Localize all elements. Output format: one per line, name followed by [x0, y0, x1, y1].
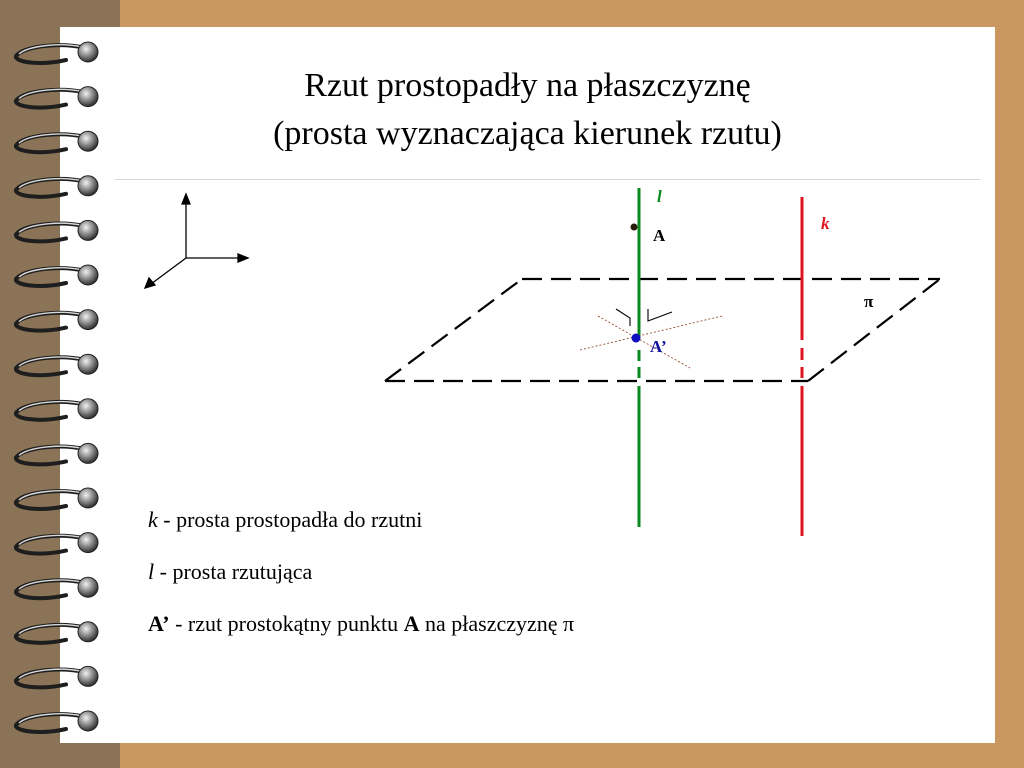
legend-item-A-prime	[148, 611, 574, 637]
legend-item-k	[148, 507, 422, 533]
legend-text-k: - prosta prostopadła do rzutni	[157, 507, 423, 532]
label-A: A	[653, 226, 666, 245]
legend-text-A-prime-after: na płaszczyznę π	[419, 611, 575, 636]
legend-text-l: - prosta rzutująca	[154, 559, 313, 584]
point-A	[631, 224, 638, 231]
label-k: k	[821, 214, 830, 233]
label-A-prime: A’	[650, 337, 667, 356]
legend-symbol-k: k	[148, 507, 158, 532]
label-pi: π	[864, 292, 874, 311]
point-A-prime	[632, 334, 641, 343]
legend-item-l	[148, 559, 312, 585]
slide-title-line1: Rzut prostopadły na płaszczyznę	[304, 67, 751, 104]
legend-symbol-A-prime: A’	[148, 611, 170, 636]
legend-symbol-l: l	[148, 559, 155, 584]
legend-text-A-prime-before: - rzut prostokątny punktu	[169, 611, 404, 636]
label-l: l	[657, 187, 662, 206]
slide-title-line2: (prosta wyznaczająca kierunek rzutu)	[273, 115, 782, 152]
legend-bold-A: A	[403, 611, 420, 636]
right-angle-marks	[616, 309, 672, 326]
axes-icon	[145, 194, 248, 288]
